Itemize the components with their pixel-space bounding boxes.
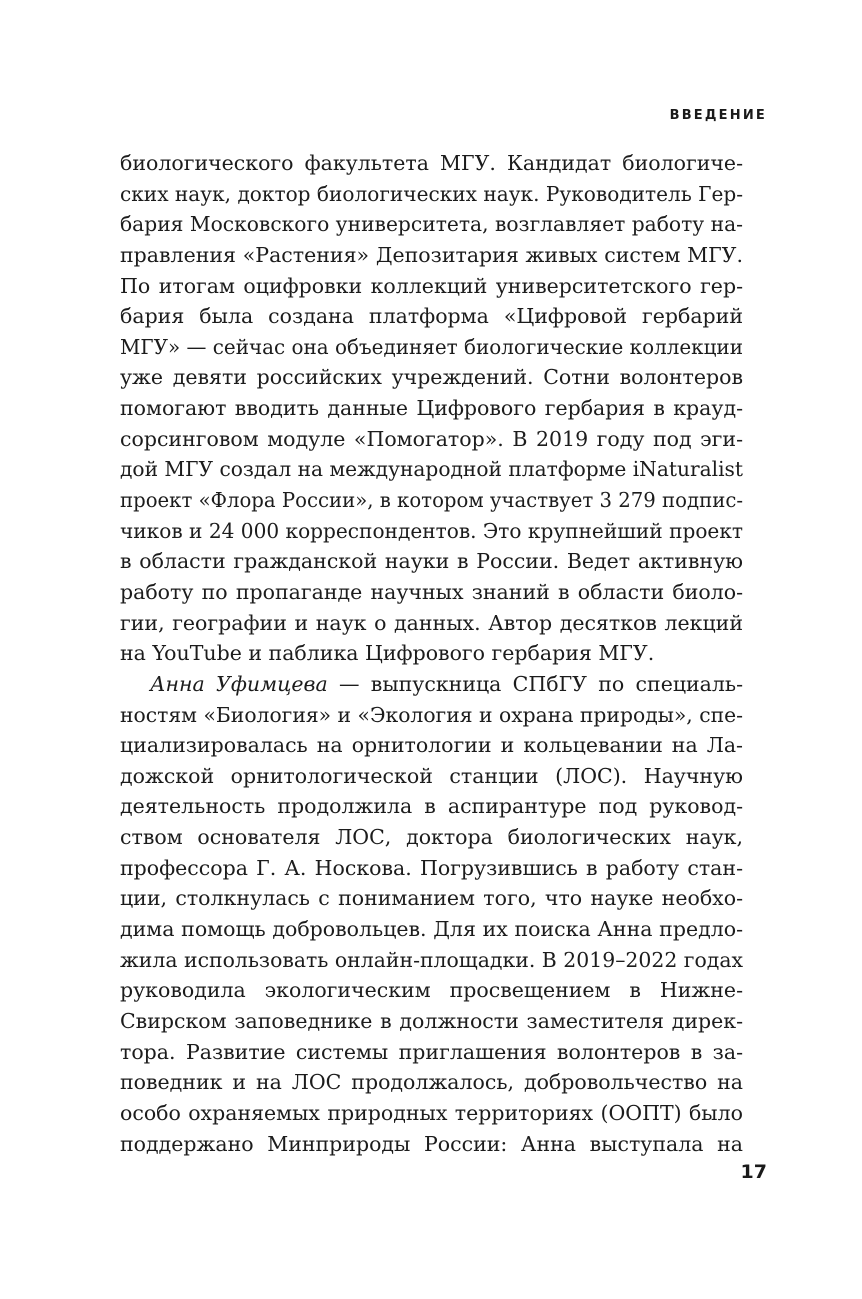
- text-line: помогают вводить данные Цифрового гербария в крауд-: [120, 396, 743, 421]
- text-line: бария была создана платформа «Цифровой гербарий: [120, 304, 743, 329]
- text-fragment: — выпускница СПбГУ по специаль-: [327, 671, 743, 696]
- text-line: жила использовать онлайн-площадки. В 2019–2022 годах: [120, 947, 743, 972]
- text-line: руководила экологическим просвещением в Нижне-: [120, 978, 743, 1003]
- text-line: особо охраняемых природных территориях (ООПТ) было: [120, 1100, 743, 1125]
- text-line: гии, географии и наук о данных. Автор десятков лекций: [120, 610, 743, 635]
- text-line: работу по пропаганде научных знаний в области биоло-: [120, 579, 743, 604]
- text-line: Свирском заповеднике в должности заместителя дирек-: [120, 1008, 743, 1033]
- text-line: проект «Флора России», в котором участвует 3 279 подпис-: [120, 488, 743, 513]
- text-line: бария Московского университета, возглавляет работу на-: [120, 212, 743, 237]
- text-line: тора. Развитие системы приглашения волонтеров в за-: [120, 1039, 743, 1064]
- text-line: ством основателя ЛОС, доктора биологических наук,: [120, 825, 743, 850]
- text-line: в области гражданской науки в России. Ведет активную: [120, 549, 743, 574]
- text-line: циализировалась на орнитологии и кольцевании на Ла-: [120, 733, 743, 758]
- text-line: профессора Г. А. Носкова. Погрузившись в работу стан-: [120, 855, 743, 880]
- paragraph-first-line: [120, 669, 743, 700]
- text-line: ностям «Биология» и «Экология и охрана природы», спе-: [120, 702, 743, 727]
- author-name: Анна Уфимцева: [150, 671, 328, 696]
- text-line: По итогам оцифровки коллекций университетского гер-: [120, 273, 743, 298]
- text-line: на YouTube и паблика Цифрового гербария МГУ.: [120, 641, 655, 666]
- text-line: ции, столкнулась с пониманием того, что науке необхо-: [120, 886, 743, 911]
- text-line: уже девяти российских учреждений. Сотни волонтеров: [120, 365, 743, 390]
- text-line: дожской орнитологической станции (ЛОС). Научную: [120, 763, 743, 788]
- text-line: МГУ» — сейчас она объединяет биологические коллекции: [120, 334, 743, 359]
- text-line: поддержано Минприроды России: Анна выступала на: [120, 1131, 743, 1156]
- page-number: 17: [740, 1161, 767, 1183]
- text-line: поведник и на ЛОС продолжалось, добровольчество на: [120, 1070, 743, 1095]
- text-line: правления «Растения» Депозитария живых систем МГУ.: [120, 242, 743, 267]
- page-body-text: [120, 148, 743, 1159]
- text-line: деятельность продолжила в аспирантуре под руковод-: [120, 794, 743, 819]
- text-line: биологического факультета МГУ. Кандидат биологиче-: [120, 151, 743, 175]
- text-line: дой МГУ создал на международной платформе iNaturalist: [120, 457, 743, 482]
- text-line: дима помощь добровольцев. Для их поиска Анна предло-: [120, 917, 743, 942]
- text-line: чиков и 24 000 корреспондентов. Это крупнейший проект: [120, 518, 743, 543]
- text-line: сорсинговом модуле «Помогатор». В 2019 году под эги-: [120, 426, 743, 451]
- running-head-section-title: ВВЕДЕНИЕ: [669, 108, 767, 123]
- text-line: ских наук, доктор биологических наук. Руководитель Гер-: [120, 181, 743, 206]
